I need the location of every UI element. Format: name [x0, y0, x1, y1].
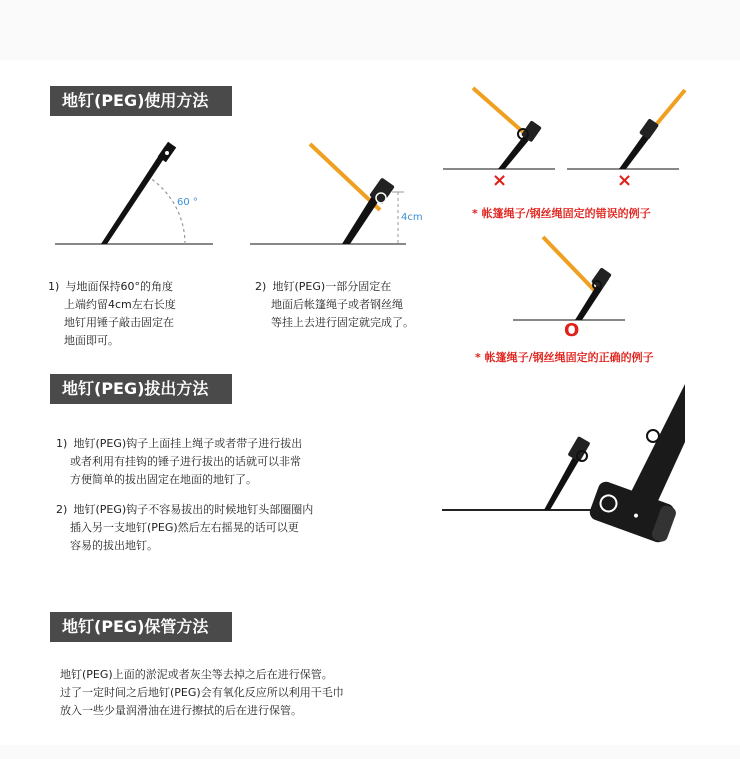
storage-line-3: 放入一些少量润滑油在进行擦拭的后在进行保管。 [60, 704, 302, 717]
step-number: 1) [48, 280, 60, 293]
peg-removal-illustration [442, 382, 692, 552]
step-number: 2) [255, 280, 267, 293]
step-number: 1) [56, 437, 68, 450]
peg-rope-illustration [250, 140, 423, 250]
wrong-mark-2: × [617, 170, 633, 191]
storage-text [60, 666, 344, 720]
usage-step-1-line-2: 上端约留4cm左右长度 [64, 298, 176, 311]
wrong-example-1-illustration [443, 82, 558, 172]
usage-step-1 [48, 278, 176, 350]
wrong-example-note: * 帐篷绳子/钢丝绳固定的错误的例子 [472, 207, 651, 220]
removal-step-1-line-2: 或者利用有挂钩的锤子进行拔出的话就可以非常 [70, 455, 301, 468]
storage-line-1: 地钉(PEG)上面的淤泥或者灰尘等去掉之后在进行保管。 [60, 668, 333, 681]
right-example-note: * 帐篷绳子/钢丝绳固定的正确的例子 [475, 351, 654, 364]
removal-step-2-line-1: 地钉(PEG)钩子不容易拔出的时候地钉头部圈圈内 [73, 503, 314, 516]
storage-section-header: 地钉(PEG)保管方法 [50, 612, 232, 642]
right-mark: O [564, 320, 580, 341]
usage-step-2 [255, 278, 414, 332]
page-top-band [0, 0, 740, 60]
removal-step-1-line-3: 方便简单的拔出固定在地面的地钉了。 [70, 473, 257, 486]
usage-step-2-line-2: 地面后帐篷绳子或者钢丝绳 [271, 298, 403, 311]
step-number: 2) [56, 503, 68, 516]
storage-line-2: 过了一定时间之后地钉(PEG)会有氧化反应所以利用干毛巾 [60, 686, 344, 699]
removal-step-2-line-2: 插入另一支地钉(PEG)然后左右摇晃的话可以更 [70, 521, 299, 534]
usage-section-header: 地钉(PEG)使用方法 [50, 86, 232, 116]
removal-section-header: 地钉(PEG)拔出方法 [50, 374, 232, 404]
right-example-illustration [513, 233, 628, 323]
removal-step-1-line-1: 地钉(PEG)钩子上面挂上绳子或者带子进行拔出 [73, 437, 303, 450]
usage-step-2-line-3: 等挂上去进行固定就完成了。 [271, 316, 414, 329]
usage-step-1-line-1: 与地面保持60°的角度 [65, 280, 173, 293]
wrong-example-2-illustration [567, 82, 682, 172]
removal-step-2 [56, 501, 313, 555]
usage-step-1-line-4: 地面即可。 [64, 334, 119, 347]
removal-step-2-line-3: 容易的拔出地钉。 [70, 539, 158, 552]
peg-angle-illustration [55, 140, 215, 250]
angle-label: 60 ° [177, 197, 198, 208]
usage-step-1-line-3: 地钉用锤子敲击固定在 [64, 316, 174, 329]
height-label: 4cm [401, 212, 423, 223]
wrong-mark-1: × [492, 170, 508, 191]
usage-step-2-line-1: 地钉(PEG)一部分固定在 [272, 280, 392, 293]
removal-step-1 [56, 435, 302, 489]
page-bottom-band [0, 745, 740, 759]
